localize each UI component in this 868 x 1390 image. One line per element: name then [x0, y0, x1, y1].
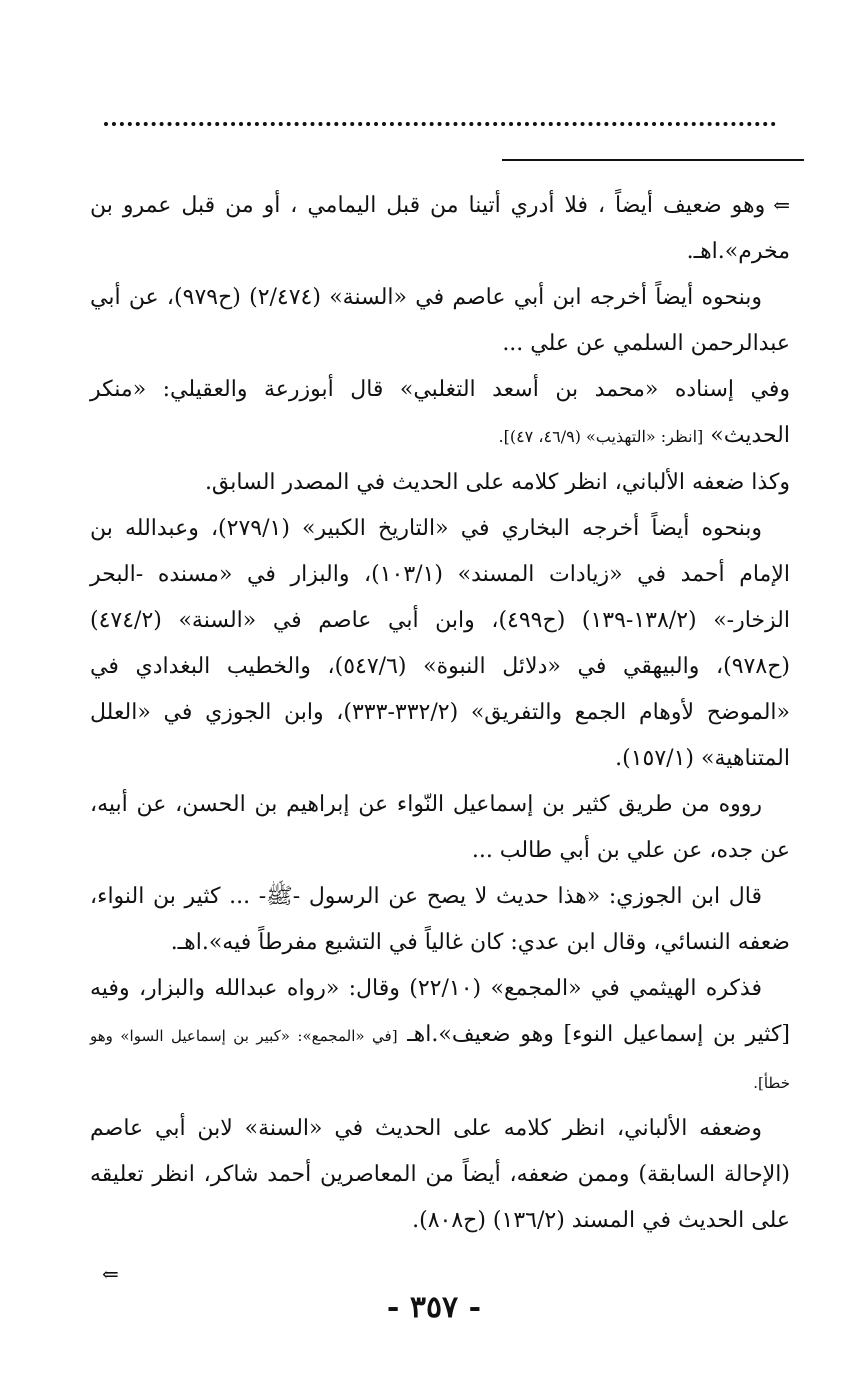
paragraph-3	[90, 367, 790, 460]
paragraph-7-text: قال ابن الجوزي: «هذا حديث لا يصح عن الرسول -ﷺ- ... كثير بن النواء، ضعفه النسائي، وقال ابن عدي: كان غالياً في التشيع مفرطاً فيه».اهـ.	[90, 884, 790, 955]
paragraph-6-text: رووه من طريق كثير بن إسماعيل النّواء عن إبراهيم بن الحسن، عن أبيه، عن جده، عن علي بن أبي طالب ...	[90, 792, 790, 863]
paragraph-1	[90, 182, 790, 275]
paragraph-3-reference: [انظر: «التهذيب» (٤٦/٩، ٤٧)].	[498, 427, 704, 446]
page-number: - ٣٥٧ -	[386, 1290, 482, 1325]
paragraph-2	[90, 275, 790, 367]
paragraph-8-note: [في «المجمع»: «كبير بن إسماعيل السوا» وهو خطأ].	[90, 1027, 790, 1092]
continuation-arrow-icon: ⇐	[773, 193, 790, 217]
paragraph-3-text: وفي إسناده «محمد بن أسعد التغلبي» قال أبوزرعة والعقيلي: «منكر الحديث»	[90, 377, 790, 448]
continuation-arrow-icon: ⇐	[102, 1262, 119, 1286]
paragraph-2-text: وبنحوه أيضاً أخرجه ابن أبي عاصم في «السنة» (٢/٤٧٤) (ح٩٧٩)، عن أبي عبدالرحمن السلمي عن علي ...	[90, 285, 790, 356]
paragraph-8-text: فذكره الهيثمي في «المجمع» (٢٢/١٠) وقال: «رواه عبدالله والبزار، وفيه [كثير بن إسماعيل النوء] وهو ضعيف».اهـ	[90, 976, 790, 1047]
paragraph-6	[90, 782, 790, 874]
paragraph-8	[90, 966, 790, 1106]
paragraph-4-text: وكذا ضعفه الألباني، انظر كلامه على الحديث في المصدر السابق.	[204, 470, 790, 495]
paragraph-4	[90, 460, 790, 506]
paragraph-5	[90, 506, 790, 782]
footnote-separator-line	[502, 159, 804, 161]
paragraph-9-text: وضعفه الألباني، انظر كلامه على الحديث في «السنة» لابن أبي عاصم (الإحالة السابقة) وممن ضعفه، أيضاً من المعاصرين أحمد شاكر، انظر تعليقه على الحديث في المسند (١٣٦/٢) (ح٨٠٨).	[90, 1116, 790, 1233]
dotted-separator	[104, 122, 776, 126]
footnote-body	[90, 182, 790, 1244]
paragraph-9	[90, 1106, 790, 1244]
paragraph-1-text: وهو ضعيف أيضاً ، فلا أدري أتينا من قبل اليمامي ، أو من قبل عمرو بن مخرم».اهـ.	[90, 193, 790, 264]
paragraph-7	[90, 874, 790, 966]
paragraph-5-text: وبنحوه أيضاً أخرجه البخاري في «التاريخ الكبير» (٢٧٩/١)، وعبدالله بن الإمام أحمد في «زيادات المسند» (١٠٣/١)، والبزار في «مسنده -البحر الزخار-» (١٣٨/٢-١٣٩) (ح٤٩٩)، وابن أبي عاصم في «السنة» (٤٧٤/٢) (ح٩٧٨)، والبيهقي في «دلائل النبوة» (٥٤٧/٦)، والخطيب البغدادي في «الموضح لأوهام الجمع والتفريق» (٣٣٢/٢-٣٣٣)، وابن الجوزي في «العلل المتناهية» (١٥٧/١).	[90, 516, 790, 771]
